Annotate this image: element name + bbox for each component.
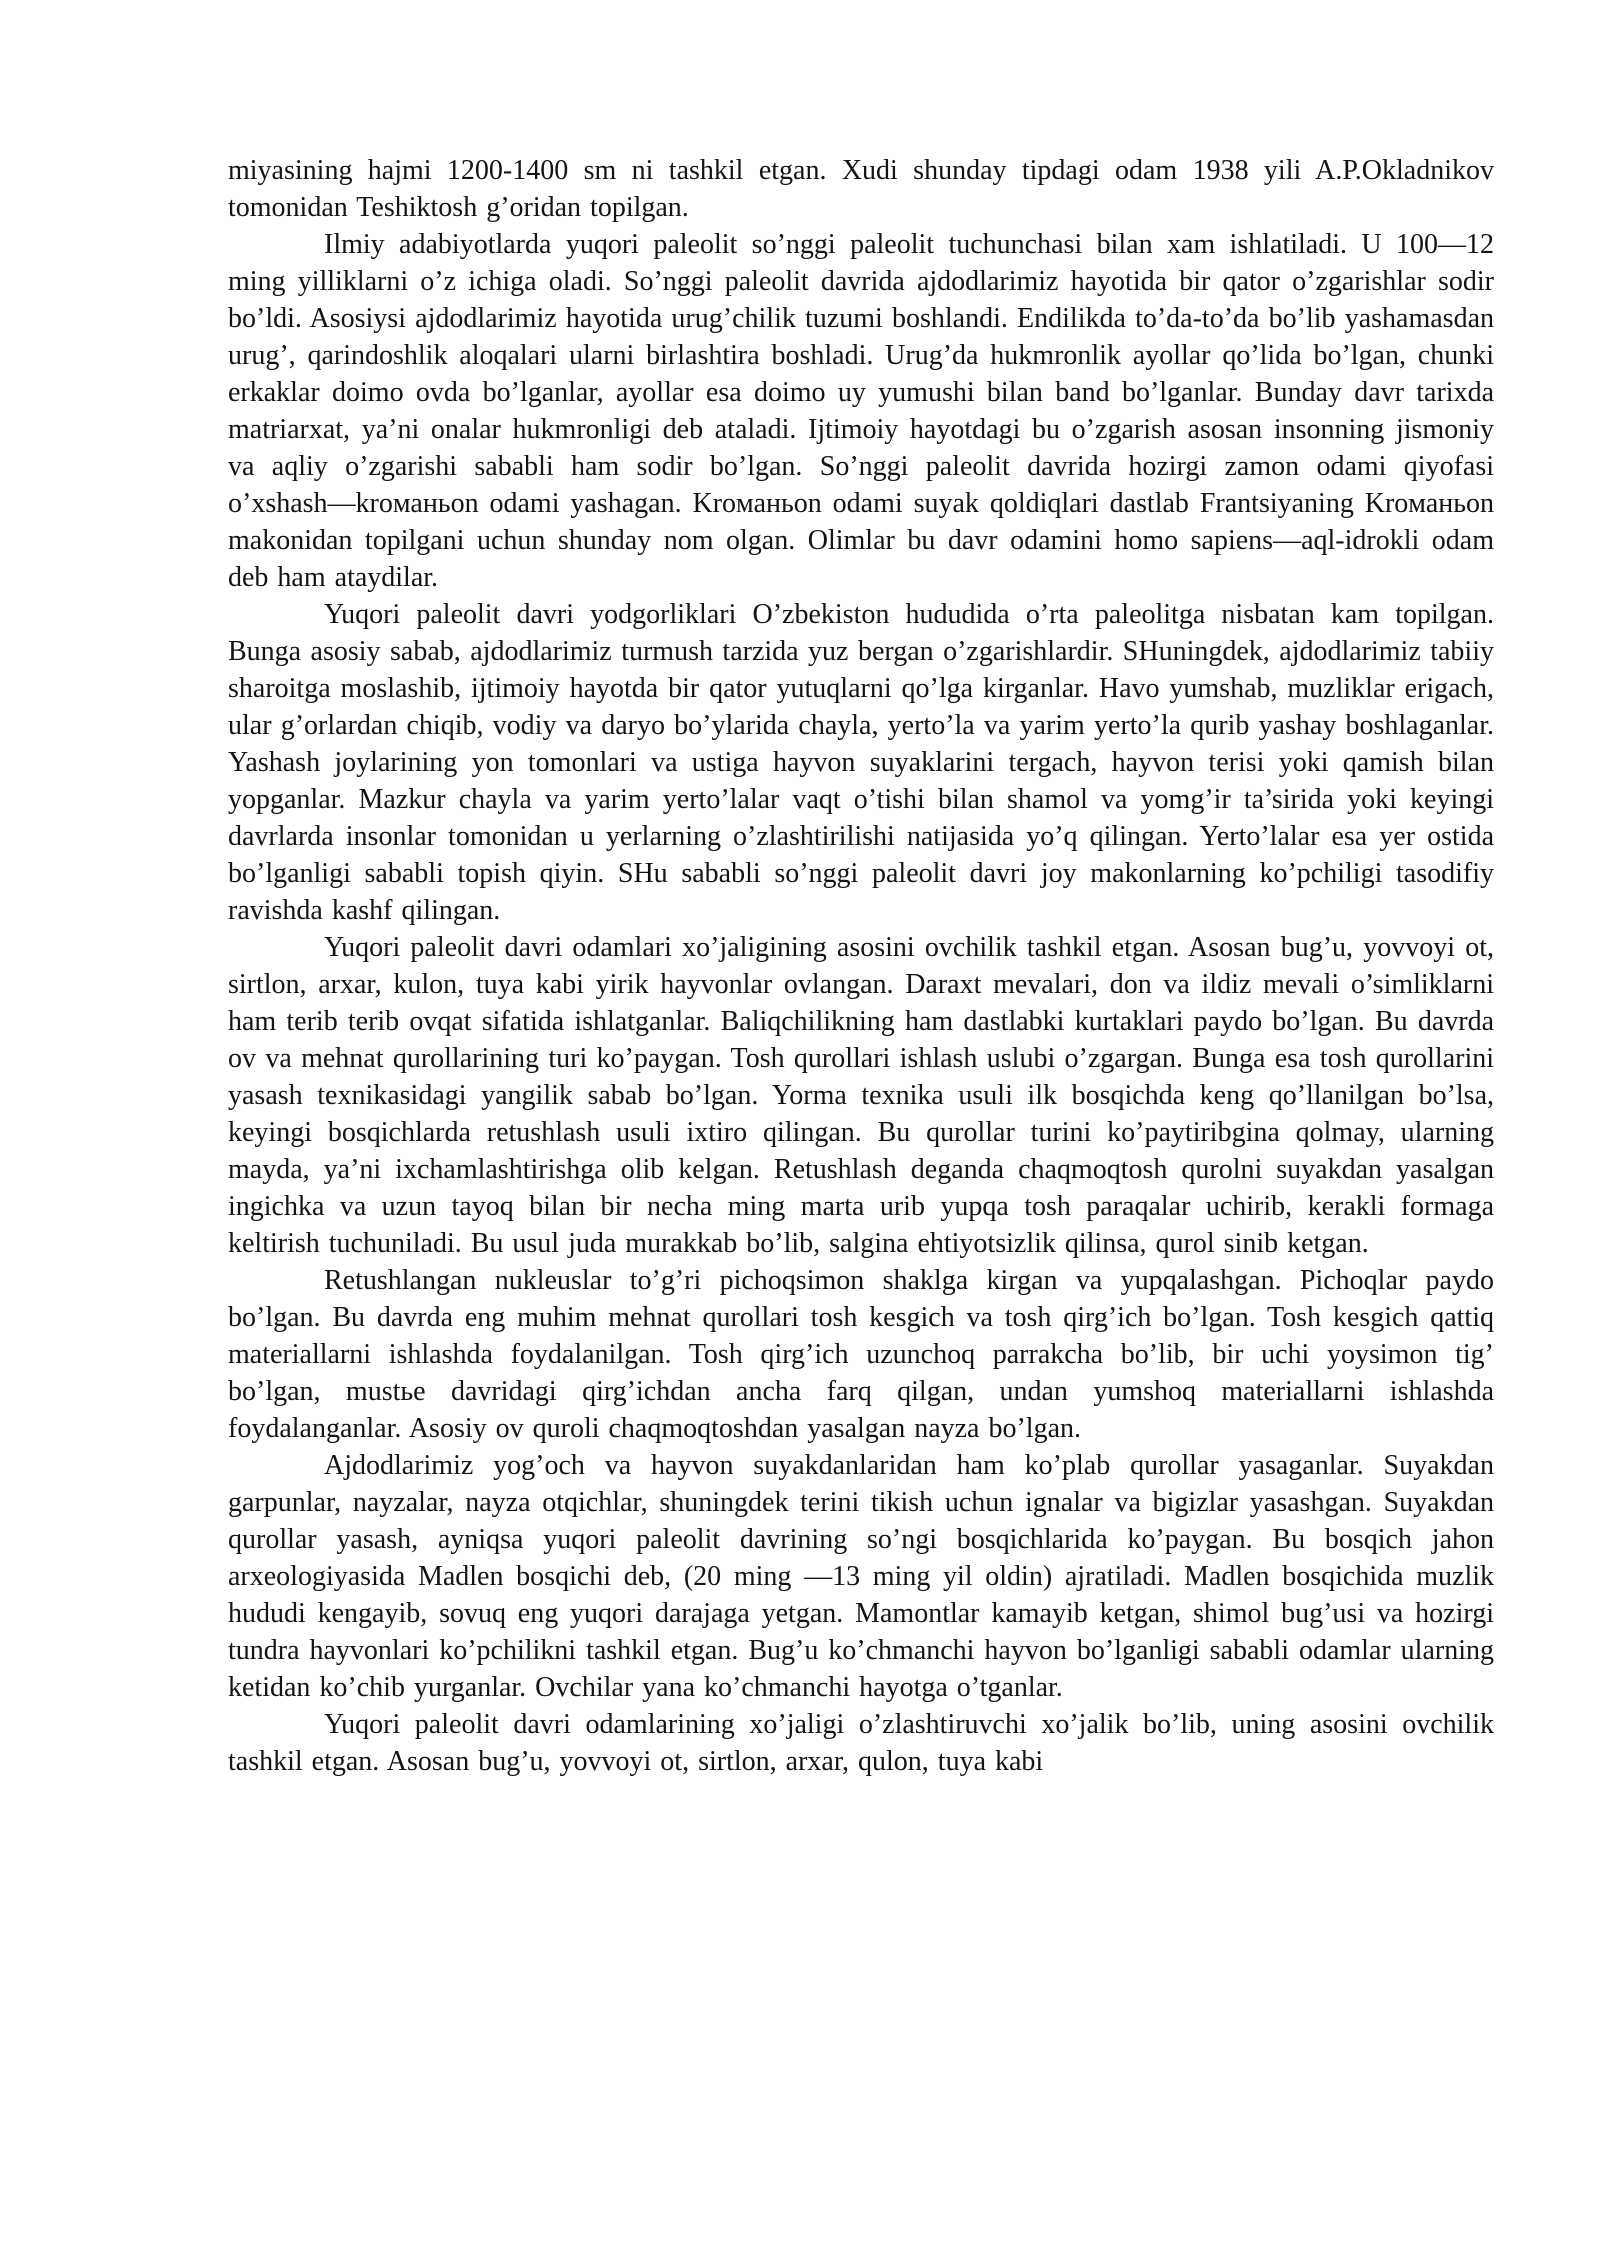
paragraph-hunting-economy: Yuqori paleolit davri odamlari xo’jaligining asosini ovchilik tashkil etgan. Asosan bug’u, yovvoyi ot, sirtlon, arxar, kulon, tuya kabi yirik hayvonlar ovlangan. Daraxt mevalari, don va ildiz mevali o’simliklarni ham terib terib ovqat sifatida ishlatganlar. Baliqchilikning ham dastlabki kurtaklari paydo bo’lgan. Bu davrda ov va mehnat qurollarining turi ko’paygan. Tosh qurollari ishlash uslubi o’zgargan. Bunga esa tosh qurollarini yasash texnikasidagi yangilik sabab bo’lgan. Yorma texnika usuli ilk bosqichda keng qo’llanilgan bo’lsa, keyingi bosqichlarda retushlash usuli ixtiro qilingan. Bu qurollar turini ko’paytiribgina qolmay, ularning mayda, ya’ni ixchamlashtirishga olib kelgan. Retushlash deganda chaqmoqtosh qurolni suyakdan yasalgan ingichka va uzun tayoq bilan bir necha ming marta urib yupqa tosh paraqalar uchirib, kerakli formaga keltirish tuchuniladi. Bu usul juda murakkab bo’lib, salgina ehtiyotsizlik qilinsa, qurol sinib ketgan. [228, 932, 1494, 1259]
paragraph-retouched-nuclei: Retushlangan nukleuslar to’g’ri pichoqsimon shaklga kirgan va yupqalashgan. Pichoqlar paydo bo’lgan. Bu davrda eng muhim mehnat qurollari tosh kesgich va tosh qirg’ich bo’lgan. Tosh kesgich qattiq materiallarni ishlashda foydalanilgan. Tosh qirg’ich uzunchoq parrakcha bo’lib, bir uchi yoysimon tig’ bo’lgan, mustьe davridagi qirg’ichdan ancha farq qilgan, undan yumshoq materiallarni ishlashda foydalanganlar. Asosiy ov quroli chaqmoqtoshdan yasalgan nayza bo’lgan. [228, 1265, 1494, 1444]
document-page [228, 152, 1494, 1780]
paragraph-upper-paleolithic-definition: Ilmiy adabiyotlarda yuqori paleolit so’nggi paleolit tuchunchasi bilan xam ishlatiladi. U 100—12 ming yilliklarni o’z ichiga oladi. So’nggi paleolit davrida ajdodlarimiz hayotida bir qator o’zgarishlar sodir bo’ldi. Asosiysi ajdodlarimiz hayotida urug’chilik tuzumi boshlandi. Endilikda to’da-to’da bo’lib yashamasdan urug’, qarindoshlik aloqalari ularni birlashtira boshladi. Urug’da hukmronlik ayollar qo’lida bo’lgan, chunki erkaklar doimo ovda bo’lganlar, ayollar esa doimo uy yumushi bilan band bo’lganlar. Bunday davr tarixda matriarxat, ya’ni onalar hukmronligi deb ataladi. Ijtimoiy hayotdagi bu o’zgarish asosan insonning jismoniy va aqliy o’zgarishi sababli ham sodir bo’lgan. So’nggi paleolit davrida hozirgi zamon odami qiyofasi o’xshash—kroманьon odami yashagan. Kroманьon odami suyak qoldiqlari dastlab Frantsiyaning Kroманьon makonidan topilgani uchun shunday nom olgan. Olimlar bu davr odamini homo sapiens—aql-idrokli odam deb ham ataydilar. [228, 229, 1494, 593]
paragraph-economy-summary: Yuqori paleolit davri odamlarining xo’jaligi o’zlashtiruvchi xo’jalik bo’lib, uning asosini ovchilik tashkil etgan. Asosan bug’u, yovvoyi ot, sirtlon, arxar, qulon, tuya kabi [228, 1709, 1494, 1777]
paragraph-monuments-uzbekistan: Yuqori paleolit davri yodgorliklari O’zbekiston hududida o’rta paleolitga nisbatan kam topilgan. Bunga asosiy sabab, ajdodlarimiz turmush tarzida yuz bergan o’zgarishlardir. SHuningdek, ajdodlarimiz tabiiy sharoitga moslashib, ijtimoiy hayotda bir qator yutuqlarni qo’lga kirganlar. Havo yumshab, muzliklar erigach, ular g’orlardan chiqib, vodiy va daryo bo’ylarida chayla, yerto’la va yarim yerto’la qurib yashay boshlaganlar. Yashash joylarining yon tomonlari va ustiga hayvon suyaklarini tergach, hayvon terisi yoki qamish bilan yopganlar. Mazkur chayla va yarim yerto’lalar vaqt o’tishi bilan shamol va yomg’ir ta’sirida yoki keyingi davrlarda insonlar tomonidan u yerlarning o’zlashtirilishi natijasida yo’q qilingan. Yerto’lalar esa yer ostida bo’lganligi sababli topish qiyin. SHu sababli so’nggi paleolit davri joy makonlarning ko’pchiligi tasodifiy ravishda kashf qilingan. [228, 599, 1494, 926]
paragraph-continuation: miyasining hajmi 1200-1400 sm ni tashkil etgan. Xudi shunday tipdagi odam 1938 yili A.P.Okladnikov tomonidan Teshiktosh g’oridan topilgan. [228, 155, 1494, 223]
paragraph-bone-tools: Ajdodlarimiz yog’och va hayvon suyakdanlaridan ham ko’plab qurollar yasaganlar. Suyakdan garpunlar, nayzalar, nayza otqichlar, shuningdek terini tikish uchun ignalar va bigizlar yasashgan. Suyakdan qurollar yasash, ayniqsa yuqori paleolit davrining so’ngi bosqichlarida ko’paygan. Bu bosqich jahon arxeologiyasida Madlen bosqichi deb, (20 ming —13 ming yil oldin) ajratiladi. Madlen bosqichida muzlik hududi kengayib, sovuq eng yuqori darajaga yetgan. Mamontlar kamayib ketgan, shimol bug’usi va hozirgi tundra hayvonlari ko’pchilikni tashkil etgan. Bug’u ko’chmanchi hayvon bo’lganligi sababli odamlar ularning ketidan ko’chib yurganlar. Ovchilar yana ko’chmanchi hayotga o’tganlar. [228, 1450, 1494, 1703]
